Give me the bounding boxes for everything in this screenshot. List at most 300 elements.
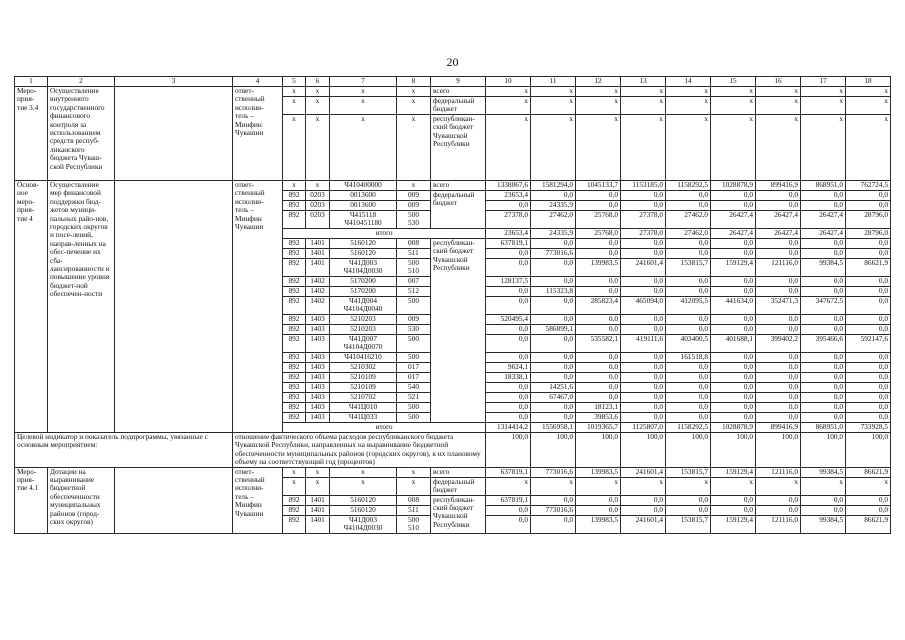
value-cell: 0,0: [711, 201, 756, 211]
code-target-item: x: [330, 477, 397, 495]
indicator-value: 100,0: [621, 433, 666, 468]
executor: ответ- ственный исполни- тель – Минфин Чувашии: [233, 87, 283, 181]
value-cell: 0,0: [486, 383, 531, 393]
header-cell-15: 15: [711, 77, 756, 87]
funding-source: федеральный бюджет: [431, 477, 486, 495]
value-cell: 0,0: [711, 505, 756, 515]
value-cell: 0,0: [621, 393, 666, 403]
value-cell: 592147,6: [846, 335, 891, 353]
value-cell: 0,0: [621, 191, 666, 201]
code-expense-type: x: [397, 477, 431, 495]
header-cell-14: 14: [666, 77, 711, 87]
code-expense-type: 009: [397, 191, 431, 201]
header-cell-1: 1: [15, 77, 48, 87]
value-cell: 159129,4: [711, 259, 756, 277]
value-cell: x: [756, 97, 801, 115]
code-target-item: 5210302: [330, 363, 397, 373]
value-cell: 395466,6: [801, 335, 846, 353]
value-cell: 0,0: [756, 413, 801, 423]
value-cell: 0,0: [576, 383, 621, 393]
code-ministry: x: [283, 97, 306, 115]
value-cell: 25768,0: [576, 211, 621, 229]
value-cell: 0,0: [486, 249, 531, 259]
value-cell: 637819,1: [486, 495, 531, 505]
code-target-item: 5160120: [330, 505, 397, 515]
code-ministry: 892: [283, 259, 306, 277]
code-ministry: 892: [283, 515, 306, 533]
value-cell: 86621,9: [846, 259, 891, 277]
value-cell: 0,0: [711, 353, 756, 363]
value-cell: 26427,4: [801, 211, 846, 229]
code-expense-type: 017: [397, 373, 431, 383]
value-cell: 0,0: [846, 249, 891, 259]
value-cell: 0,0: [621, 325, 666, 335]
code-target-item: 5210702: [330, 393, 397, 403]
event-number: Меро- прия- тие 3.4: [15, 87, 48, 181]
value-cell: 0,0: [666, 325, 711, 335]
value-cell: 161518,8: [666, 353, 711, 363]
indicator-value: 100,0: [576, 433, 621, 468]
value-cell: 0,0: [756, 191, 801, 201]
code-target-item: 5160120: [330, 495, 397, 505]
value-cell: 0,0: [621, 413, 666, 423]
code-target-item: Ч415118 Ч410451180: [330, 211, 397, 229]
subtotal-value: 27378,0: [621, 229, 666, 239]
funding-source: всего: [431, 181, 486, 191]
value-cell: 26427,4: [756, 211, 801, 229]
subtotal-value: 23653,4: [486, 229, 531, 239]
code-section: 0203: [306, 201, 330, 211]
value-cell: 0,0: [576, 287, 621, 297]
value-cell: x: [486, 97, 531, 115]
value-cell: 0,0: [711, 393, 756, 403]
indicator-value: 100,0: [666, 433, 711, 468]
code-section: 1403: [306, 413, 330, 423]
value-cell: 0,0: [486, 201, 531, 211]
value-cell: 0,0: [756, 315, 801, 325]
table-row: [15, 87, 891, 97]
value-cell: 412095,5: [666, 297, 711, 315]
code-section: 1403: [306, 353, 330, 363]
code-ministry: 892: [283, 353, 306, 363]
event-name: Осуществление мер финансовой поддержки бюд-жетов муници-пальных райо-нов, городских округов и посе-лений, направ-ленных на обес-печение их сба-лансированности и повышение уровня бюджет-ной обеспечен-ности: [48, 181, 115, 433]
code-section: 1402: [306, 297, 330, 315]
value-cell: 0,0: [711, 403, 756, 413]
value-cell: 419111,6: [621, 335, 666, 353]
code-target-item: 5210203: [330, 315, 397, 325]
page-number: 20: [446, 55, 459, 69]
total-value: 1338067,6: [486, 181, 531, 191]
executor: ответ- ственный исполни- тель – Минфин Чувашии: [233, 181, 283, 433]
value-cell: 0,0: [621, 403, 666, 413]
value-cell: x: [666, 477, 711, 495]
value-cell: x: [486, 115, 531, 181]
code-section: 1401: [306, 249, 330, 259]
value-cell: 0,0: [846, 287, 891, 297]
total-value: 899416,9: [756, 181, 801, 191]
value-cell: 773016,6: [531, 505, 576, 515]
value-cell: x: [801, 87, 846, 97]
value-cell: 0,0: [621, 315, 666, 325]
subtotal-value: 1158292,5: [666, 423, 711, 433]
header-cell-18: 18: [846, 77, 891, 87]
value-cell: 0,0: [531, 373, 576, 383]
value-cell: 0,0: [621, 505, 666, 515]
total-value: 762724,5: [846, 181, 891, 191]
value-cell: x: [846, 97, 891, 115]
code-section: 1401: [306, 515, 330, 533]
code-expense-type: 500: [397, 413, 431, 423]
value-cell: 0,0: [666, 413, 711, 423]
value-cell: 0,0: [576, 393, 621, 403]
code-target-item: Ч41Д007 Ч4104Д0070: [330, 335, 397, 353]
value-cell: 520495,4: [486, 315, 531, 325]
subtotal-value: 1314414,2: [486, 423, 531, 433]
value-cell: 0,0: [666, 403, 711, 413]
code-expense-type: x: [397, 87, 431, 97]
value-cell: 0,0: [621, 353, 666, 363]
value-cell: 0,0: [576, 363, 621, 373]
value-cell: 0,0: [531, 277, 576, 287]
value-cell: 0,0: [621, 495, 666, 505]
subtotal-label: итого: [283, 423, 486, 433]
code-section: x: [306, 477, 330, 495]
value-cell: 0,0: [666, 393, 711, 403]
value-cell: 86621,9: [846, 467, 891, 477]
value-cell: 27462,0: [666, 211, 711, 229]
value-cell: 153815,7: [666, 467, 711, 477]
value-cell: 0,0: [576, 191, 621, 201]
value-cell: 0,0: [801, 249, 846, 259]
value-cell: 0,0: [711, 325, 756, 335]
code-section: x: [306, 97, 330, 115]
code-ministry: 892: [283, 363, 306, 373]
code-target-item: Ч41Д004 Ч4104Д0040: [330, 297, 397, 315]
code-expense-type: 530: [397, 325, 431, 335]
funding-source: республикан-ский бюджет Чувашской Республики: [431, 239, 486, 423]
subtotal-value: 1556958,1: [531, 423, 576, 433]
value-cell: 27378,0: [621, 211, 666, 229]
code-section: 1401: [306, 259, 330, 277]
code-expense-type: x: [397, 115, 431, 181]
event-number: Основ- ное меро- прия- тие 4: [15, 181, 48, 433]
value-cell: 0,0: [801, 287, 846, 297]
code-expense-type: 500: [397, 335, 431, 353]
code-section: 0203: [306, 191, 330, 201]
value-cell: 0,0: [801, 201, 846, 211]
code-ministry: 892: [283, 191, 306, 201]
value-cell: x: [711, 87, 756, 97]
event-number: Меро- прия- тие 4.1: [15, 467, 48, 533]
value-cell: 0,0: [531, 363, 576, 373]
value-cell: 0,0: [711, 249, 756, 259]
code-expense-type: 511: [397, 249, 431, 259]
indicator-value: 100,0: [531, 433, 576, 468]
value-cell: 0,0: [486, 259, 531, 277]
value-cell: 159129,4: [711, 467, 756, 477]
subtotal-value: 24335,9: [531, 229, 576, 239]
value-cell: 241601,4: [621, 259, 666, 277]
code-ministry: 892: [283, 211, 306, 229]
code-target-item: 5210109: [330, 383, 397, 393]
total-value: 1158292,5: [666, 181, 711, 191]
value-cell: 0,0: [756, 495, 801, 505]
indicator-value: 100,0: [711, 433, 756, 468]
value-cell: 0,0: [756, 353, 801, 363]
value-cell: 9624,1: [486, 363, 531, 373]
value-cell: 0,0: [576, 201, 621, 211]
value-cell: 347672,5: [801, 297, 846, 315]
value-cell: 0,0: [756, 373, 801, 383]
value-cell: 0,0: [801, 315, 846, 325]
value-cell: 0,0: [486, 353, 531, 363]
code-expense-type: x: [397, 467, 431, 477]
code-expense-type: 500 530: [397, 211, 431, 229]
value-cell: x: [531, 87, 576, 97]
code-target-item: Ч41Д003 Ч4104Д0030: [330, 259, 397, 277]
code-section: 1403: [306, 335, 330, 353]
code-section: 1403: [306, 373, 330, 383]
value-cell: 0,0: [846, 383, 891, 393]
code-target-item: Ч41Ц010: [330, 403, 397, 413]
value-cell: x: [666, 87, 711, 97]
value-cell: 0,0: [846, 403, 891, 413]
code-section: x: [306, 467, 330, 477]
value-cell: 0,0: [486, 393, 531, 403]
header-cell-8: 8: [397, 77, 431, 87]
value-cell: 0,0: [531, 315, 576, 325]
value-cell: x: [756, 115, 801, 181]
code-target-item: 0013600: [330, 191, 397, 201]
code-target-item: Ч41Ц033: [330, 413, 397, 423]
code-target-item: 5210109: [330, 373, 397, 383]
code-expense-type: x: [397, 97, 431, 115]
header-row: [15, 77, 891, 87]
header-cell-12: 12: [576, 77, 621, 87]
value-cell: 0,0: [801, 277, 846, 287]
header-cell-16: 16: [756, 77, 801, 87]
value-cell: 0,0: [531, 353, 576, 363]
indicator-text: отношение фактического объема расходов республиканского бюджета Чувашской Республики, направленных на выравнивание бюджетной обеспеченности муниципальных районов (городских округов), к их плановому объему на соответствующий год (процентов): [233, 433, 486, 468]
code-ministry: x: [283, 115, 306, 181]
value-cell: 0,0: [801, 373, 846, 383]
code-ministry: 892: [283, 297, 306, 315]
value-cell: x: [531, 477, 576, 495]
value-cell: 121116,0: [756, 259, 801, 277]
total-value: 1581294,0: [531, 181, 576, 191]
value-cell: 441634,0: [711, 297, 756, 315]
code-ministry: 892: [283, 239, 306, 249]
code-ministry: x: [283, 87, 306, 97]
value-cell: 0,0: [711, 383, 756, 393]
code-ministry: 892: [283, 403, 306, 413]
value-cell: 0,0: [531, 335, 576, 353]
value-cell: 0,0: [846, 353, 891, 363]
value-cell: 0,0: [801, 239, 846, 249]
value-cell: x: [576, 97, 621, 115]
code-ministry: 892: [283, 201, 306, 211]
code-section: 1401: [306, 505, 330, 515]
value-cell: 0,0: [576, 495, 621, 505]
value-cell: 0,0: [486, 335, 531, 353]
code-ministry: 892: [283, 413, 306, 423]
header-cell-17: 17: [801, 77, 846, 87]
code-ministry: 892: [283, 325, 306, 335]
value-cell: 0,0: [621, 277, 666, 287]
value-cell: 465094,0: [621, 297, 666, 315]
value-cell: 0,0: [666, 277, 711, 287]
value-cell: 241601,4: [621, 515, 666, 533]
executor: ответ- ственный исполни- тель – Минфин Чувашии: [233, 467, 283, 533]
value-cell: 0,0: [846, 297, 891, 315]
header-cell-10: 10: [486, 77, 531, 87]
value-cell: 27462,0: [531, 211, 576, 229]
value-cell: 0,0: [801, 495, 846, 505]
value-cell: 0,0: [576, 353, 621, 363]
value-cell: x: [486, 477, 531, 495]
subtotal-value: 26427,4: [801, 229, 846, 239]
value-cell: 0,0: [711, 191, 756, 201]
value-cell: 241601,4: [621, 467, 666, 477]
value-cell: 0,0: [576, 505, 621, 515]
value-cell: 0,0: [666, 383, 711, 393]
value-cell: 0,0: [756, 363, 801, 373]
value-cell: 0,0: [801, 353, 846, 363]
code-target-item: Ч410400000: [330, 181, 397, 191]
header-cell-2: 2: [48, 77, 115, 87]
value-cell: 0,0: [846, 505, 891, 515]
value-cell: 0,0: [846, 495, 891, 505]
value-cell: 0,0: [801, 393, 846, 403]
code-expense-type: 500 510: [397, 515, 431, 533]
table-row: [15, 181, 891, 191]
value-cell: 285823,4: [576, 297, 621, 315]
subtotal-label: итого: [283, 229, 486, 239]
code-ministry: 892: [283, 315, 306, 325]
value-cell: 99384,5: [801, 259, 846, 277]
value-cell: 0,0: [486, 505, 531, 515]
code-target-item: 0013600: [330, 201, 397, 211]
header-cell-7: 7: [330, 77, 397, 87]
value-cell: 352471,3: [756, 297, 801, 315]
code-target-item: x: [330, 97, 397, 115]
code-expense-type: 007: [397, 277, 431, 287]
value-cell: 0,0: [711, 373, 756, 383]
value-cell: 0,0: [486, 403, 531, 413]
code-section: 1401: [306, 495, 330, 505]
value-cell: 0,0: [486, 325, 531, 335]
value-cell: 0,0: [756, 249, 801, 259]
value-cell: 399402,2: [756, 335, 801, 353]
total-value: 1028878,9: [711, 181, 756, 191]
value-cell: x: [846, 477, 891, 495]
funding-source: федеральный бюджет: [431, 97, 486, 115]
value-cell: 0,0: [846, 373, 891, 383]
code-section: 1403: [306, 315, 330, 325]
code-expense-type: 511: [397, 505, 431, 515]
value-cell: 24335,9: [531, 201, 576, 211]
code-target-item: 5160120: [330, 249, 397, 259]
code-target-item: x: [330, 115, 397, 181]
value-cell: x: [846, 115, 891, 181]
value-cell: 121116,0: [756, 515, 801, 533]
subtotal-value: 28796,0: [846, 229, 891, 239]
value-cell: 0,0: [576, 249, 621, 259]
value-cell: 0,0: [801, 325, 846, 335]
code-expense-type: 521: [397, 393, 431, 403]
value-cell: 0,0: [576, 373, 621, 383]
code-expense-type: x: [397, 181, 431, 191]
value-cell: 0,0: [621, 249, 666, 259]
value-cell: 0,0: [846, 277, 891, 287]
value-cell: 0,0: [756, 201, 801, 211]
code-section: 1403: [306, 383, 330, 393]
value-cell: 0,0: [846, 363, 891, 373]
value-cell: x: [666, 115, 711, 181]
code-expense-type: 500: [397, 403, 431, 413]
code-expense-type: 009: [397, 201, 431, 211]
event-name: Осуществление внутреннего государственного финансового контроля за использованием средств респуб-ликанского бюджета Чуваш-ской Республики: [48, 87, 115, 181]
code-section: 1401: [306, 239, 330, 249]
value-cell: 28796,0: [846, 211, 891, 229]
blank-column: [115, 181, 233, 433]
value-cell: x: [711, 97, 756, 115]
value-cell: x: [621, 115, 666, 181]
value-cell: 18338,1: [486, 373, 531, 383]
value-cell: 0,0: [531, 297, 576, 315]
value-cell: x: [846, 87, 891, 97]
value-cell: 0,0: [621, 287, 666, 297]
value-cell: 39853,6: [576, 413, 621, 423]
value-cell: x: [576, 115, 621, 181]
value-cell: 0,0: [576, 277, 621, 287]
value-cell: 0,0: [486, 287, 531, 297]
funding-source: всего: [431, 467, 486, 477]
value-cell: x: [531, 97, 576, 115]
value-cell: 121116,0: [756, 467, 801, 477]
budget-table: [14, 76, 891, 534]
subtotal-value: 1019365,7: [576, 423, 621, 433]
value-cell: 153815,7: [666, 259, 711, 277]
value-cell: 0,0: [846, 201, 891, 211]
value-cell: x: [576, 87, 621, 97]
code-expense-type: 008: [397, 495, 431, 505]
value-cell: 637819,1: [486, 467, 531, 477]
value-cell: 637819,1: [486, 239, 531, 249]
value-cell: 0,0: [486, 413, 531, 423]
code-target-item: 5170200: [330, 277, 397, 287]
code-section: x: [306, 181, 330, 191]
code-expense-type: 017: [397, 363, 431, 373]
table-row: [15, 467, 891, 477]
value-cell: 0,0: [846, 315, 891, 325]
funding-source: федеральный бюджет: [431, 191, 486, 229]
value-cell: 0,0: [711, 495, 756, 505]
value-cell: 0,0: [576, 325, 621, 335]
value-cell: 0,0: [666, 239, 711, 249]
code-section: 1402: [306, 277, 330, 287]
header-cell-9: 9: [431, 77, 486, 87]
code-section: 1403: [306, 363, 330, 373]
code-target-item: x: [330, 87, 397, 97]
code-section: x: [306, 115, 330, 181]
value-cell: 0,0: [666, 373, 711, 383]
code-expense-type: 008: [397, 239, 431, 249]
event-name: Дотации на выравнивание бюджетной обеспеченности муниципальных районов (город-ских округов): [48, 467, 115, 533]
code-target-item: x: [330, 467, 397, 477]
code-ministry: x: [283, 181, 306, 191]
code-section: 1402: [306, 287, 330, 297]
